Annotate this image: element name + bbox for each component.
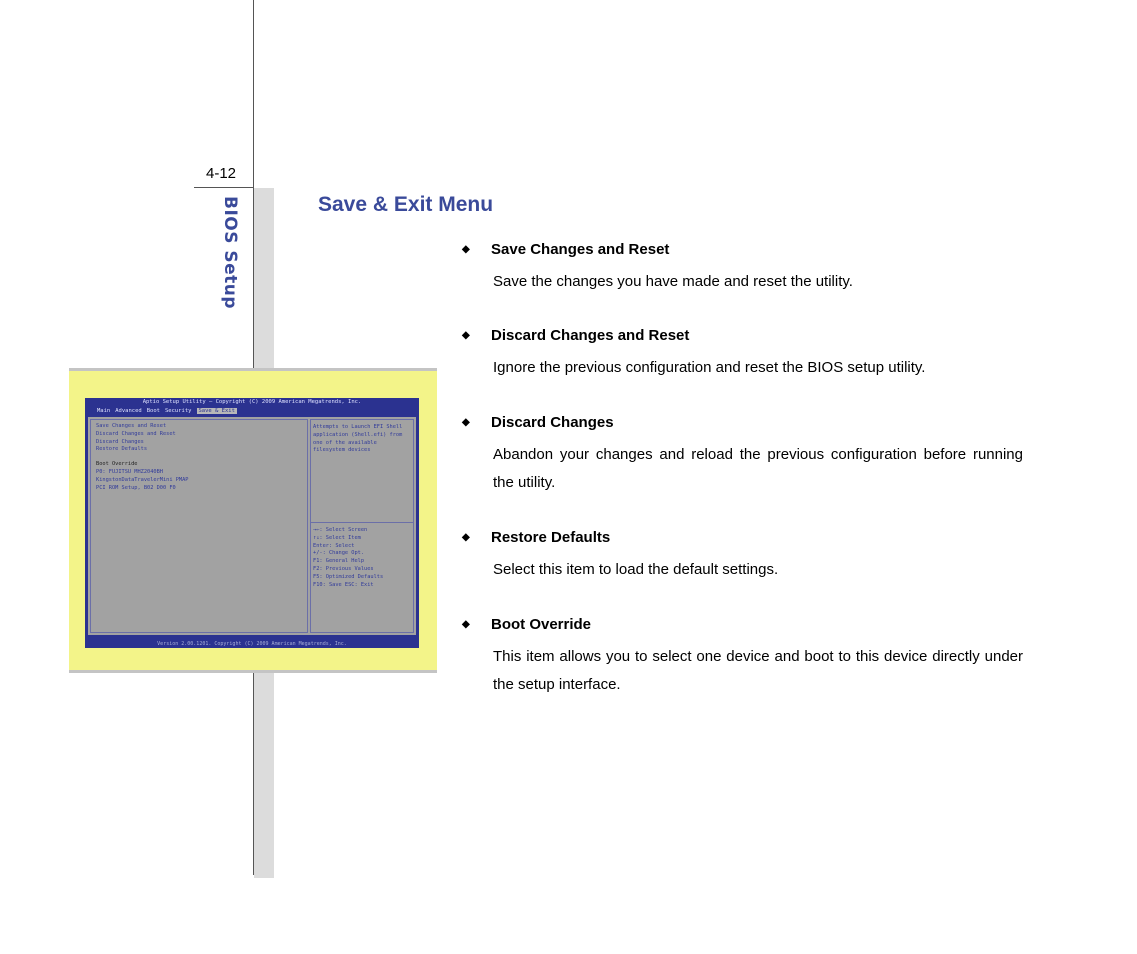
item-title: Discard Changes (491, 413, 614, 431)
item-title: Save Changes and Reset (491, 240, 670, 258)
bios-menu-item: Restore Defaults (96, 446, 148, 453)
bios-screen (85, 398, 419, 648)
diamond-bullet-icon: ◆ (462, 618, 470, 630)
diamond-bullet-icon: ◆ (462, 531, 470, 543)
page-number: 4-12 (206, 165, 237, 182)
bios-menu-item: Discard Changes (96, 438, 144, 445)
bios-boot-header: Boot Override (96, 461, 138, 468)
menu-item-description (462, 528, 1023, 584)
bios-help-line: one of the available (313, 439, 377, 446)
page-number-rule (194, 187, 254, 188)
item-description: Abandon your changes and reload the previous configuration before running the utility. (493, 446, 1023, 491)
bios-title: Aptio Setup Utility – Copyright (C) 2009 American Megatrends, Inc. (142, 399, 362, 405)
bios-body (87, 416, 417, 636)
bios-help-line: Attempts to Launch EFI Shell (313, 424, 403, 430)
item-description: Ignore the previous configuration and reset the BIOS setup utility. (493, 359, 926, 376)
menu-item-description (462, 615, 1023, 698)
bios-tab-boot: Boot (146, 408, 160, 414)
bios-tab-save-exit: Save & Exit (198, 408, 235, 414)
bios-help-panel (310, 419, 414, 633)
bios-boot-device: PCI ROM Setup, B02 D00 F0 (96, 484, 176, 491)
bios-help-line: application (Shell.efi) from (313, 431, 403, 438)
item-description: Save the changes you have made and reset the utility. (493, 273, 853, 290)
bios-menu-panel (90, 419, 308, 633)
item-title: Discard Changes and Reset (491, 326, 690, 344)
bios-screenshot-frame (69, 368, 437, 673)
bios-boot-device: P0: FUJITSU MHZ2040BH (96, 468, 163, 475)
menu-item-description (462, 240, 1023, 296)
bios-key-line: →←: Select Screen (313, 527, 368, 533)
bios-tab-security: Security (165, 408, 192, 414)
bios-menu-item: Save Changes and Reset (96, 423, 167, 429)
bios-key-line: ↑↓: Select Item (313, 534, 361, 541)
bios-key-line: F2: Previous Values (313, 565, 374, 572)
bios-menu-item: Discard Changes and Reset (96, 430, 176, 437)
bios-help-text (313, 424, 402, 455)
bios-tab-advanced: Advanced (115, 408, 142, 414)
item-description: This item allows you to select one device and boot to this device directly under the setup interface. (493, 648, 1023, 693)
bios-tab-main: Main (97, 408, 111, 414)
bios-help-divider (311, 522, 413, 523)
bios-help-line: filesystem devices (313, 447, 371, 454)
bios-key-line: F10: Save ESC: Exit (313, 581, 374, 588)
bios-menu-gap (96, 454, 302, 461)
bios-key-line: F5: Optimized Defaults (313, 573, 384, 580)
item-description: Select this item to load the default settings. (493, 561, 779, 578)
bios-key-legend (313, 527, 383, 589)
menu-item-description (462, 326, 1023, 382)
bios-tab-bar (97, 408, 242, 414)
bios-boot-device: KingstonDataTravelerMini PMAP (96, 476, 189, 483)
bios-key-line: Enter: Select (313, 542, 355, 549)
section-title: Save & Exit Menu (318, 193, 494, 216)
diamond-bullet-icon: ◆ (462, 329, 470, 341)
diamond-bullet-icon: ◆ (462, 416, 470, 428)
bios-footer: Version 2.00.1201. Copyright (C) 2009 American Megatrends, Inc. (157, 641, 347, 647)
item-title: Boot Override (491, 615, 592, 633)
item-title: Restore Defaults (491, 528, 611, 546)
chapter-side-label: BIOS Setup (220, 196, 240, 310)
menu-item-description (462, 413, 1023, 496)
bios-key-line: F1: General Help (313, 558, 365, 565)
bios-key-line: +/-: Change Opt. (313, 550, 365, 557)
diamond-bullet-icon: ◆ (462, 243, 470, 255)
